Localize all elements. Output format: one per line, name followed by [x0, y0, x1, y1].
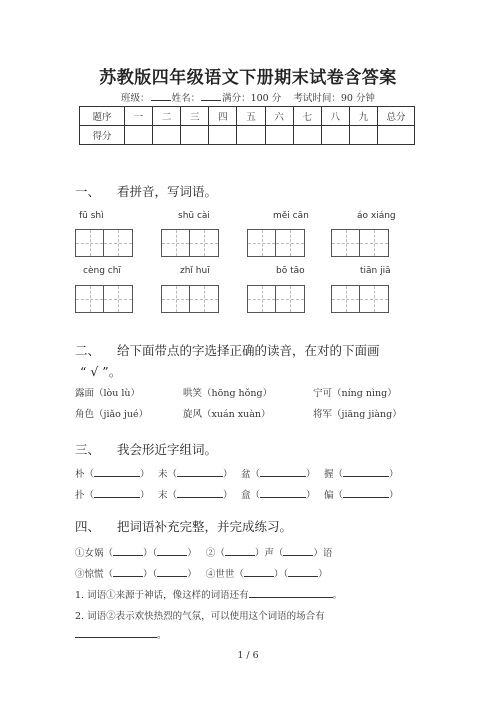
score-input-cell[interactable]	[237, 126, 265, 145]
section-number: 二、	[75, 343, 101, 358]
score-input-cell[interactable]	[349, 126, 377, 145]
answer-blank[interactable]	[113, 545, 143, 556]
answer-blank[interactable]	[343, 466, 389, 477]
question-2-answer	[75, 627, 167, 641]
idiom-text: ）语	[313, 548, 333, 559]
answer-blank[interactable]	[260, 466, 306, 477]
idiom-text: ）（	[143, 548, 158, 559]
score-input-cell[interactable]	[181, 126, 209, 145]
score-row-label: 得分	[80, 126, 125, 145]
score-table-header-row	[80, 107, 415, 126]
score-cell: 八	[321, 107, 349, 126]
pinyin-label: fū shì	[79, 211, 104, 221]
char-label: 扑（	[75, 490, 95, 501]
score-cell: 九	[349, 107, 377, 126]
section-title: 把词语补充完整，并完成练习。	[117, 519, 293, 534]
score-cell: 四	[209, 107, 237, 126]
section1-heading	[75, 182, 217, 200]
char-item	[158, 487, 233, 501]
paren-close: ）	[140, 490, 150, 501]
char-label: 盒（	[241, 490, 261, 501]
idiom-text: ②（	[205, 548, 225, 559]
char-label: 盆（	[241, 469, 261, 480]
section-title: 我会形近字组词。	[117, 442, 218, 457]
score-cell: 三	[181, 107, 209, 126]
writing-grid[interactable]	[161, 229, 219, 257]
exam-info	[0, 90, 496, 104]
idiom-text: ）（	[273, 569, 289, 580]
question-2: 2. 词语②表示欢快热烈的气氛，可以使用这个词语的场合有	[75, 611, 325, 622]
answer-blank[interactable]	[244, 566, 274, 577]
answer-blank[interactable]	[75, 627, 157, 638]
page-title: 苏教版四年级语文下册期末试卷含答案	[99, 68, 397, 88]
score-input-cell[interactable]	[378, 126, 415, 145]
reading-option[interactable]: 将军（jiāng jiàng）	[313, 409, 402, 420]
pinyin-label: tiān jiā	[360, 266, 391, 276]
section-number: 三、	[75, 442, 101, 457]
writing-grid[interactable]	[75, 229, 133, 257]
char-item	[241, 487, 316, 501]
writing-grid[interactable]	[75, 285, 133, 313]
score-input-cell[interactable]	[209, 126, 237, 145]
section2-heading	[75, 341, 380, 359]
section-title: 看拼音，写词语。	[117, 184, 218, 199]
pinyin-label: bō tāo	[276, 266, 305, 276]
reading-option[interactable]: 宁可（níng nìng）	[313, 388, 397, 399]
idiom-text: ③惊慌（	[75, 569, 114, 580]
question-end: 。	[332, 590, 343, 601]
section4-heading	[75, 517, 292, 535]
score-input-cell[interactable]	[293, 126, 321, 145]
char-item	[75, 466, 150, 480]
reading-option[interactable]: 哄笑（hōng hǒng）	[183, 388, 273, 399]
answer-blank[interactable]	[288, 566, 318, 577]
char-item	[75, 487, 150, 501]
answer-blank[interactable]	[157, 566, 187, 577]
idiom-line	[75, 566, 328, 580]
paren-close: ）	[389, 469, 399, 480]
score-table-score-row	[80, 126, 415, 145]
score-cell: 六	[265, 107, 293, 126]
pinyin-label: cèng chī	[83, 266, 121, 276]
score-input-cell[interactable]	[153, 126, 181, 145]
writing-grid[interactable]	[247, 229, 305, 257]
idiom-text: ）	[318, 569, 328, 580]
char-label: 握（	[324, 469, 344, 480]
section2-title-cont: “ √ ”。	[80, 364, 122, 379]
answer-blank[interactable]	[260, 487, 306, 498]
paren-close: ）	[140, 469, 150, 480]
pinyin-label: zhǐ huī	[180, 266, 210, 276]
pinyin-label: shū cài	[178, 211, 210, 221]
question-end: 。	[157, 630, 167, 641]
question-text: 1. 词语①来源于神话，像这样的词语还有	[75, 590, 249, 601]
question-1	[75, 587, 342, 601]
name-label: 姓名：	[171, 93, 201, 104]
char-item	[324, 466, 399, 480]
writing-grid[interactable]	[331, 285, 389, 313]
page-number: 1 / 6	[237, 650, 259, 661]
answer-blank[interactable]	[113, 566, 143, 577]
answer-blank[interactable]	[283, 545, 313, 556]
class-blank	[151, 91, 171, 101]
full-score: 满分：100 分	[222, 93, 282, 104]
answer-blank[interactable]	[94, 466, 140, 477]
score-cell: 题序	[80, 107, 125, 126]
writing-grid[interactable]	[331, 229, 389, 257]
section3-heading	[75, 440, 217, 458]
paren-close: ）	[306, 490, 316, 501]
answer-blank[interactable]	[343, 487, 389, 498]
idiom-text: ）（	[143, 569, 158, 580]
reading-option[interactable]: 露面（lòu lù）	[75, 388, 141, 399]
writing-grid[interactable]	[161, 285, 219, 313]
reading-option[interactable]: 角色（jiǎo jué）	[75, 409, 149, 420]
pinyin-label: áo xiáng	[357, 211, 396, 221]
paren-close: ）	[389, 490, 399, 501]
score-cell: 总分	[378, 107, 415, 126]
char-item	[241, 466, 316, 480]
writing-grid[interactable]	[247, 285, 305, 313]
reading-option[interactable]: 旋风（xuán xuàn）	[183, 409, 271, 420]
score-cell: 七	[293, 107, 321, 126]
exam-time: 考试时间：90 分钟	[293, 93, 375, 104]
answer-blank[interactable]	[249, 587, 333, 598]
char-label: 未（	[158, 469, 178, 480]
idiom-text: ④世世（	[205, 569, 244, 580]
char-label: 朴（	[75, 469, 95, 480]
score-input-cell[interactable]	[321, 126, 349, 145]
char-label: 末（	[158, 490, 178, 501]
idiom-text: ①女娲（	[75, 548, 114, 559]
pinyin-label: měi cān	[273, 211, 309, 221]
paren-close: ）	[223, 469, 233, 480]
paren-close: ）	[306, 469, 316, 480]
answer-blank[interactable]	[177, 466, 223, 477]
score-cell: 二	[153, 107, 181, 126]
idiom-line	[75, 545, 332, 559]
section-number: 四、	[75, 519, 101, 534]
name-blank	[201, 91, 221, 101]
class-label: 班级：	[121, 93, 150, 104]
answer-blank[interactable]	[94, 487, 140, 498]
score-cell: 一	[125, 107, 153, 126]
char-item	[324, 487, 399, 501]
char-item	[158, 466, 233, 480]
idiom-text: ）声（	[254, 548, 284, 559]
score-input-cell[interactable]	[265, 126, 293, 145]
paren-close: ）	[223, 490, 233, 501]
answer-blank[interactable]	[157, 545, 187, 556]
score-table	[79, 106, 415, 145]
idiom-text: ）	[187, 569, 197, 580]
char-label: 偏（	[324, 490, 344, 501]
score-cell: 五	[237, 107, 265, 126]
score-input-cell[interactable]	[125, 126, 153, 145]
answer-blank[interactable]	[225, 545, 255, 556]
section-number: 一、	[75, 184, 101, 199]
section-title: 给下面带点的字选择正确的读音，在对的下面画	[117, 343, 380, 358]
answer-blank[interactable]	[177, 487, 223, 498]
idiom-text: ）	[187, 548, 197, 559]
